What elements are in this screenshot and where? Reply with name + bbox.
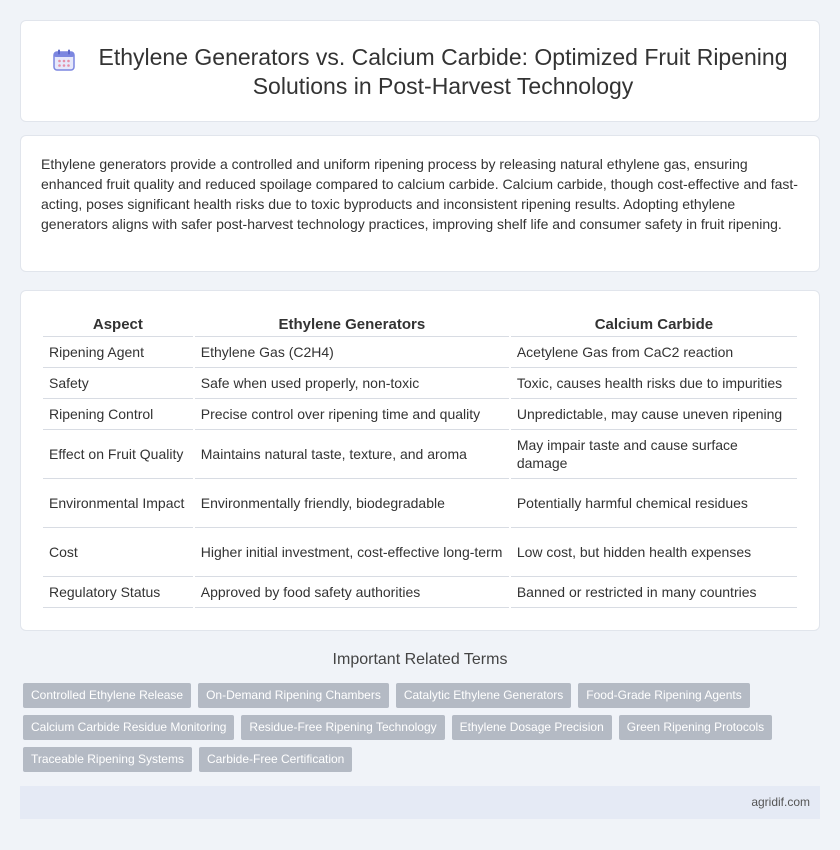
cell-aspect: Effect on Fruit Quality (43, 430, 193, 479)
term-tag[interactable]: Calcium Carbide Residue Monitoring (23, 715, 234, 740)
cell-aspect: Ripening Control (43, 399, 193, 430)
cell-ethylene: Ethylene Gas (C2H4) (195, 337, 509, 368)
cell-carbide: Potentially harmful chemical residues (511, 479, 797, 528)
term-tag[interactable]: Carbide-Free Certification (199, 747, 352, 772)
cell-carbide: Acetylene Gas from CaC2 reaction (511, 337, 797, 368)
table-header-row (43, 313, 797, 337)
cell-carbide: Banned or restricted in many countries (511, 577, 797, 608)
summary-card (20, 135, 820, 272)
title-wrap (51, 43, 809, 101)
cell-ethylene: Maintains natural taste, texture, and aroma (195, 430, 509, 479)
term-tag[interactable]: Food-Grade Ripening Agents (578, 683, 749, 708)
table-row (43, 399, 797, 430)
cell-aspect: Environmental Impact (43, 479, 193, 528)
cell-aspect: Ripening Agent (43, 337, 193, 368)
cell-ethylene: Environmentally friendly, biodegradable (195, 479, 509, 528)
term-tag[interactable]: Ethylene Dosage Precision (452, 715, 612, 740)
calendar-icon (51, 47, 77, 73)
table-row (43, 528, 797, 577)
cell-ethylene: Precise control over ripening time and quality (195, 399, 509, 430)
table-row (43, 577, 797, 608)
header-calcium-carbide: Calcium Carbide (511, 313, 797, 337)
header-aspect: Aspect (43, 313, 193, 337)
cell-carbide: Unpredictable, may cause uneven ripening (511, 399, 797, 430)
term-tag[interactable]: Traceable Ripening Systems (23, 747, 192, 772)
cell-aspect: Regulatory Status (43, 577, 193, 608)
table-row (43, 430, 797, 479)
related-terms-list (23, 683, 823, 779)
cell-ethylene: Approved by food safety authorities (195, 577, 509, 608)
term-tag[interactable]: On-Demand Ripening Chambers (198, 683, 389, 708)
header-card (20, 20, 820, 122)
summary-text: Ethylene generators provide a controlled and uniform ripening process by releasing natural ethylene gas, ensuring enhanced fruit quality and reduced spoilage compared to calcium carbide. Calcium carbide, though cost-effective and fast-acting, poses significant health risks due to toxic byproducts and inconsistent ripening results. Adopting ethylene generators aligns with safer post-harvest technology practices, improving shelf life and consumer safety in fruit ripening. (41, 156, 798, 232)
footer-site-link[interactable]: agridif.com (751, 795, 810, 809)
table-row (43, 479, 797, 528)
term-tag[interactable]: Catalytic Ethylene Generators (396, 683, 571, 708)
table-row (43, 337, 797, 368)
comparison-card (20, 290, 820, 631)
term-tag[interactable]: Residue-Free Ripening Technology (241, 715, 444, 740)
cell-aspect: Cost (43, 528, 193, 577)
cell-carbide: Toxic, causes health risks due to impurities (511, 368, 797, 399)
term-tag[interactable]: Controlled Ethylene Release (23, 683, 191, 708)
term-tag[interactable]: Green Ripening Protocols (619, 715, 772, 740)
cell-carbide: May impair taste and cause surface damage (511, 430, 797, 479)
header-ethylene-generators: Ethylene Generators (195, 313, 509, 337)
cell-ethylene: Safe when used properly, non-toxic (195, 368, 509, 399)
cell-aspect: Safety (43, 368, 193, 399)
comparison-table (41, 313, 799, 608)
related-terms-heading: Important Related Terms (332, 651, 508, 668)
cell-ethylene: Higher initial investment, cost-effective long-term (195, 528, 509, 577)
footer (20, 786, 820, 819)
cell-carbide: Low cost, but hidden health expenses (511, 528, 797, 577)
table-row (43, 368, 797, 399)
page-title: Ethylene Generators vs. Calcium Carbide: Optimized Fruit Ripening Solutions in Post-Harvest Technology (98, 44, 788, 99)
